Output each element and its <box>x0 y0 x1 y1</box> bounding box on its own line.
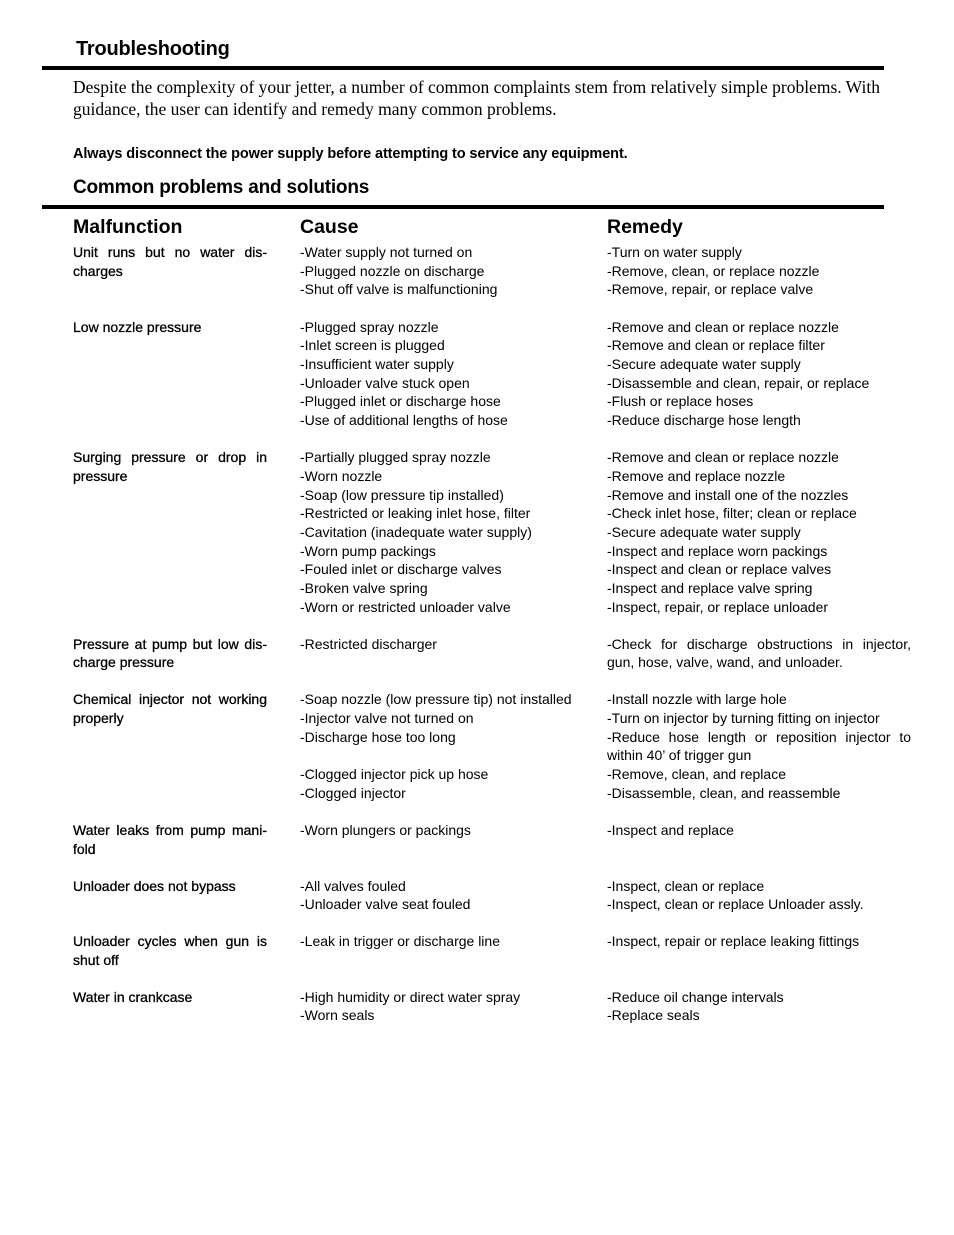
cause-item: -Plugged inlet or discharge hose <box>300 393 501 410</box>
remedy-item: -Reduce discharge hose length <box>607 412 801 429</box>
cause-item: -Worn nozzle <box>300 467 383 484</box>
table-row <box>0 635 954 672</box>
cause-list <box>300 448 600 616</box>
cause-item: -Water supply not turned on <box>300 244 473 260</box>
page-title: Troubleshooting <box>76 38 230 60</box>
cause-list <box>300 690 600 802</box>
remedy-column-header: Remedy <box>607 216 683 238</box>
remedy-list <box>607 243 911 299</box>
cause-column-header: Cause <box>300 216 359 238</box>
cause-item: -Cavitation (inadequate water supply) <box>300 524 532 540</box>
remedy-item: -Remove and clean or replace nozzle <box>607 449 839 466</box>
malfunction-cell: Unloader does not bypass <box>73 877 236 894</box>
remedy-item: -Inspect and clean or replace valves <box>607 561 832 578</box>
cause-item: -Soap nozzle (low pressure tip) not installed <box>300 691 572 708</box>
remedy-item: -Disassemble, clean, and reassemble <box>607 784 841 801</box>
remedy-item <box>607 840 911 859</box>
safety-warning: Always disconnect the power supply before attempting to service any equipment. <box>73 146 628 162</box>
cause-item: -Injector valve not turned on <box>300 710 474 727</box>
cause-item: -Partially plugged spray nozzle <box>300 449 491 466</box>
cause-item: -High humidity or direct water spray <box>300 988 521 1005</box>
cause-list <box>300 877 600 914</box>
remedy-item: -Inspect, repair, or replace unloader <box>607 598 829 615</box>
remedy-item: -Turn on injector by turning fitting on injector <box>607 710 880 727</box>
malfunction-cell: Low nozzle pressure <box>73 318 202 335</box>
remedy-list <box>607 448 911 616</box>
table-row <box>0 821 954 858</box>
cause-item: -Restricted discharger <box>300 635 437 652</box>
remedy-item: -Turn on water supply <box>607 244 742 260</box>
cause-item: -Clogged injector <box>300 784 406 801</box>
table-row <box>0 877 954 914</box>
cause-item: -Broken valve spring <box>300 580 428 597</box>
cause-item: -Clogged injector pick up hose <box>300 766 489 783</box>
cause-item: -Soap (low pressure tip installed) <box>300 486 504 503</box>
remedy-item: -Check for discharge obstructions in injector, gun, hose, valve, wand, and unloader. <box>607 635 911 671</box>
cause-item: -Worn pump packings <box>300 542 436 559</box>
malfunction-cell: Chemical injector not working properly <box>73 691 267 727</box>
cause-list <box>300 318 600 430</box>
remedy-item: -Inspect, clean or replace <box>607 877 765 894</box>
cause-item: -All valves fouled <box>300 877 406 894</box>
cause-list <box>300 635 600 654</box>
remedy-item: -Remove and clean or replace filter <box>607 337 825 354</box>
cause-item: -Worn seals <box>300 1007 375 1024</box>
remedy-item: -Inspect and replace valve spring <box>607 580 813 597</box>
table-row <box>0 448 954 616</box>
section-heading: Common problems and solutions <box>73 177 370 198</box>
remedy-item: -Check inlet hose, filter; clean or replace <box>607 505 857 522</box>
cause-item <box>300 746 600 765</box>
cause-item: -Insufficient water supply <box>300 356 454 372</box>
cause-list <box>300 821 600 840</box>
remedy-item: -Disassemble and clean, repair, or replace <box>607 374 870 391</box>
malfunction-cell: Water leaks from pump mani-fold <box>73 821 267 857</box>
remedy-item: -Secure adequate water supply <box>607 356 801 372</box>
cause-item: -Inlet screen is plugged <box>300 337 445 354</box>
remedy-item <box>607 951 911 970</box>
table-row <box>0 988 954 1025</box>
problems-table <box>0 243 954 1043</box>
section-rule <box>42 205 884 209</box>
table-row <box>0 318 954 430</box>
remedy-item: -Inspect, repair or replace leaking fittings <box>607 933 860 950</box>
table-row <box>0 243 954 299</box>
remedy-list <box>607 821 911 858</box>
table-row <box>0 690 954 802</box>
remedy-list <box>607 690 911 802</box>
remedy-item: -Secure adequate water supply <box>607 524 801 540</box>
cause-item: -Worn plungers or packings <box>300 821 471 838</box>
remedy-list <box>607 318 911 430</box>
remedy-list <box>607 932 911 969</box>
malfunction-cell: Water in crankcase <box>73 988 193 1005</box>
remedy-item: -Flush or replace hoses <box>607 393 754 410</box>
cause-item: -Unloader valve stuck open <box>300 374 470 391</box>
cause-list <box>300 932 600 951</box>
remedy-item: -Remove, clean, or replace nozzle <box>607 262 820 279</box>
remedy-item: -Remove and replace nozzle <box>607 467 786 484</box>
malfunction-column-header: Malfunction <box>73 216 183 238</box>
intro-paragraph: Despite the complexity of your jetter, a number of common complaints stem from relatively simple problems. With guidance, the user can identify and remedy many common problems. <box>73 77 880 119</box>
malfunction-cell: Pressure at pump but low dis-charge pressure <box>73 635 267 671</box>
remedy-item: -Inspect, clean or replace Unloader assly. <box>607 896 864 913</box>
remedy-item: -Install nozzle with large hole <box>607 691 787 708</box>
cause-item: -Plugged nozzle on discharge <box>300 262 485 279</box>
remedy-item: -Remove and clean or replace nozzle <box>607 318 839 335</box>
malfunction-cell: Surging pressure or drop in pressure <box>73 449 267 484</box>
remedy-item: -Remove, clean, and replace <box>607 766 786 783</box>
cause-item: -Restricted or leaking inlet hose, filter <box>300 505 531 522</box>
table-row <box>0 932 954 969</box>
remedy-list <box>607 877 911 914</box>
remedy-list <box>607 988 911 1025</box>
cause-item: -Discharge hose too long <box>300 728 456 745</box>
cause-item: -Fouled inlet or discharge valves <box>300 561 502 578</box>
cause-item: -Worn or restricted unloader valve <box>300 598 511 615</box>
cause-item: -Plugged spray nozzle <box>300 318 439 335</box>
malfunction-cell: Unloader cycles when gun is shut off <box>73 933 267 968</box>
remedy-item: -Inspect and replace <box>607 821 734 838</box>
cause-item: -Use of additional lengths of hose <box>300 412 508 429</box>
remedy-item: -Replace seals <box>607 1007 700 1024</box>
cause-list <box>300 988 600 1025</box>
remedy-item: -Reduce oil change intervals <box>607 988 784 1005</box>
cause-item: -Shut off valve is malfunctioning <box>300 281 498 298</box>
remedy-list <box>607 635 911 672</box>
malfunction-cell: Unit runs but no water dis-charges <box>73 244 267 279</box>
cause-item: -Unloader valve seat fouled <box>300 896 471 913</box>
title-rule <box>42 66 884 70</box>
remedy-item: -Remove and install one of the nozzles <box>607 486 849 503</box>
remedy-item: -Remove, repair, or replace valve <box>607 281 814 298</box>
remedy-item: -Reduce hose length or reposition injector to within 40’ of trigger gun <box>607 728 911 764</box>
cause-list <box>300 243 600 299</box>
remedy-item: -Inspect and replace worn packings <box>607 542 828 559</box>
cause-item: -Leak in trigger or discharge line <box>300 933 500 950</box>
